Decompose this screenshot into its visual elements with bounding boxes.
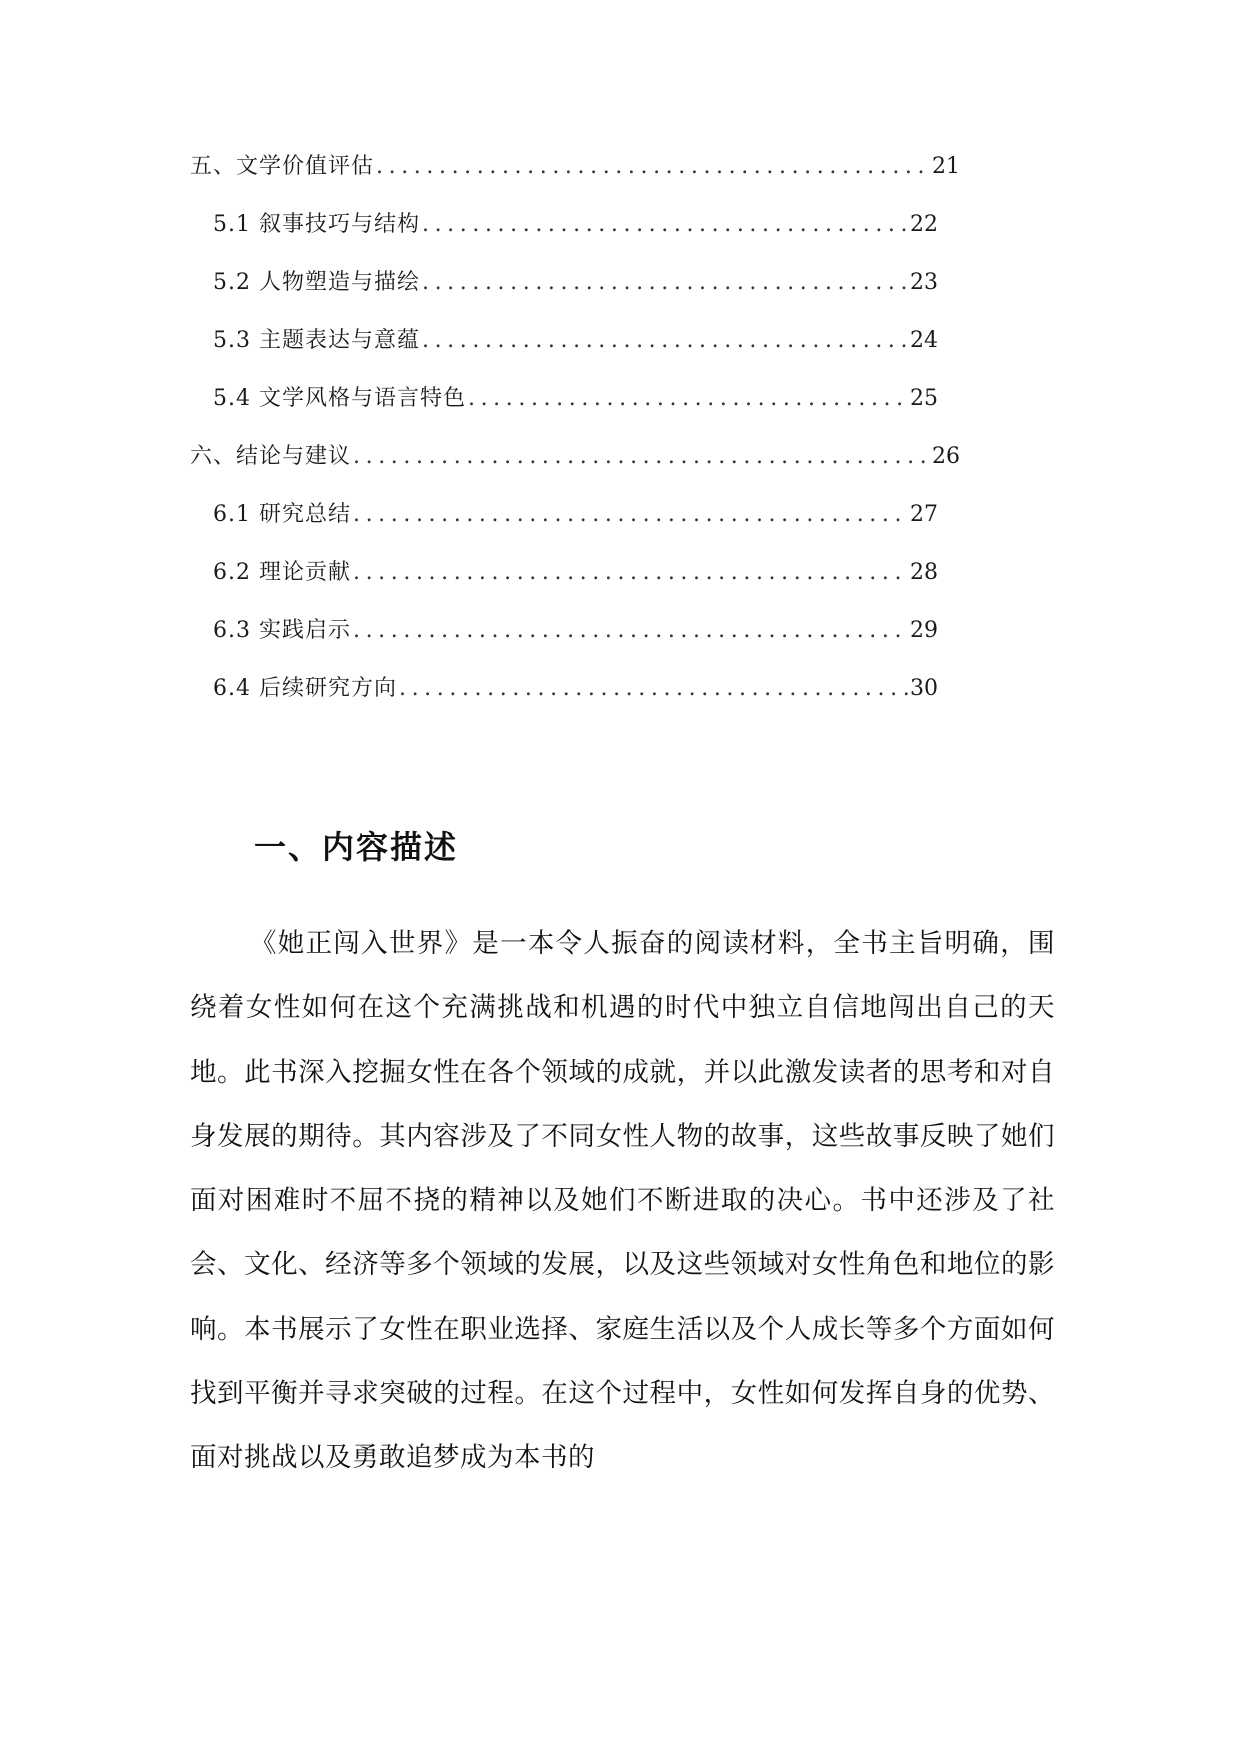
toc-entry[interactable] [213,556,938,590]
toc-leader-dots [468,382,908,416]
toc-entry-label: 6.1 研究总结 [213,502,351,527]
toc-entry-label: 5.3 主题表达与意蕴 [213,328,420,353]
toc-entry[interactable] [213,498,938,532]
toc-entry-label: 6.4 后续研究方向 [213,676,397,701]
toc-entry[interactable] [213,382,938,416]
toc-entry-page: 25 [910,386,938,411]
toc-entry-page: 27 [910,502,938,527]
toc-leader-dots [353,498,908,532]
toc-entry[interactable] [213,672,938,706]
toc-entry-label: 5.4 文学风格与语言特色 [213,386,466,411]
toc-entry[interactable] [213,208,938,242]
toc-leader-dots [353,440,930,474]
toc-entry-label: 6.3 实践启示 [213,618,351,643]
toc-leader-dots [422,266,908,300]
toc-leader-dots [353,614,908,648]
toc-entry[interactable] [213,324,938,358]
toc-entry-label: 五、文学价值评估 [190,154,375,179]
body-paragraph: 《她正闯入世界》是一本令人振奋的阅读材料，全书主旨明确，围绕着女性如何在这个充满挑战和机遇的时代中独立自信地闯出自己的天地。此书深入挖掘女性在各个领域的成就，并以此激发读者的思考和对自身发展的期待。其内容涉及了不同女性人物的故事，这些故事反映了她们面对困难时不屈不挠的精神以及她们不断进取的决心。书中还涉及了社会、文化、经济等多个领域的发展，以及这些领域对女性角色和地位的影响。本书展示了女性在职业选择、家庭生活以及个人成长等多个方面如何找到平衡并寻求突破的过程。在这个过程中，女性如何发挥自身的优势、面对挑战以及勇敢追梦成为本书的 [190,928,1055,1474]
toc-entry-page: 24 [910,328,938,353]
toc-entry[interactable] [213,266,938,300]
toc-entry-page: 22 [910,212,938,237]
toc-entry[interactable] [190,150,960,184]
toc-entry-page: 29 [910,618,938,643]
toc-entry[interactable] [190,440,960,474]
toc-leader-dots [422,208,908,242]
toc-entry-page: 21 [932,154,960,179]
toc-leader-dots [376,150,930,184]
section-heading: 一、内容描述 [254,828,459,866]
toc-entry-label: 5.1 叙事技巧与结构 [213,212,420,237]
toc-entry-page: 23 [910,270,938,295]
toc-entry-page: 26 [932,444,960,469]
toc-entry-label: 5.2 人物塑造与描绘 [213,270,420,295]
toc-entry-page: 30 [910,676,938,701]
toc-entry-label: 六、结论与建议 [190,444,352,469]
toc-entry-page: 28 [910,560,938,585]
toc-entry[interactable] [213,614,938,648]
toc-entry-label: 6.2 理论贡献 [213,560,351,585]
toc-leader-dots [353,556,908,590]
toc-leader-dots [399,672,908,706]
toc-leader-dots [422,324,908,358]
